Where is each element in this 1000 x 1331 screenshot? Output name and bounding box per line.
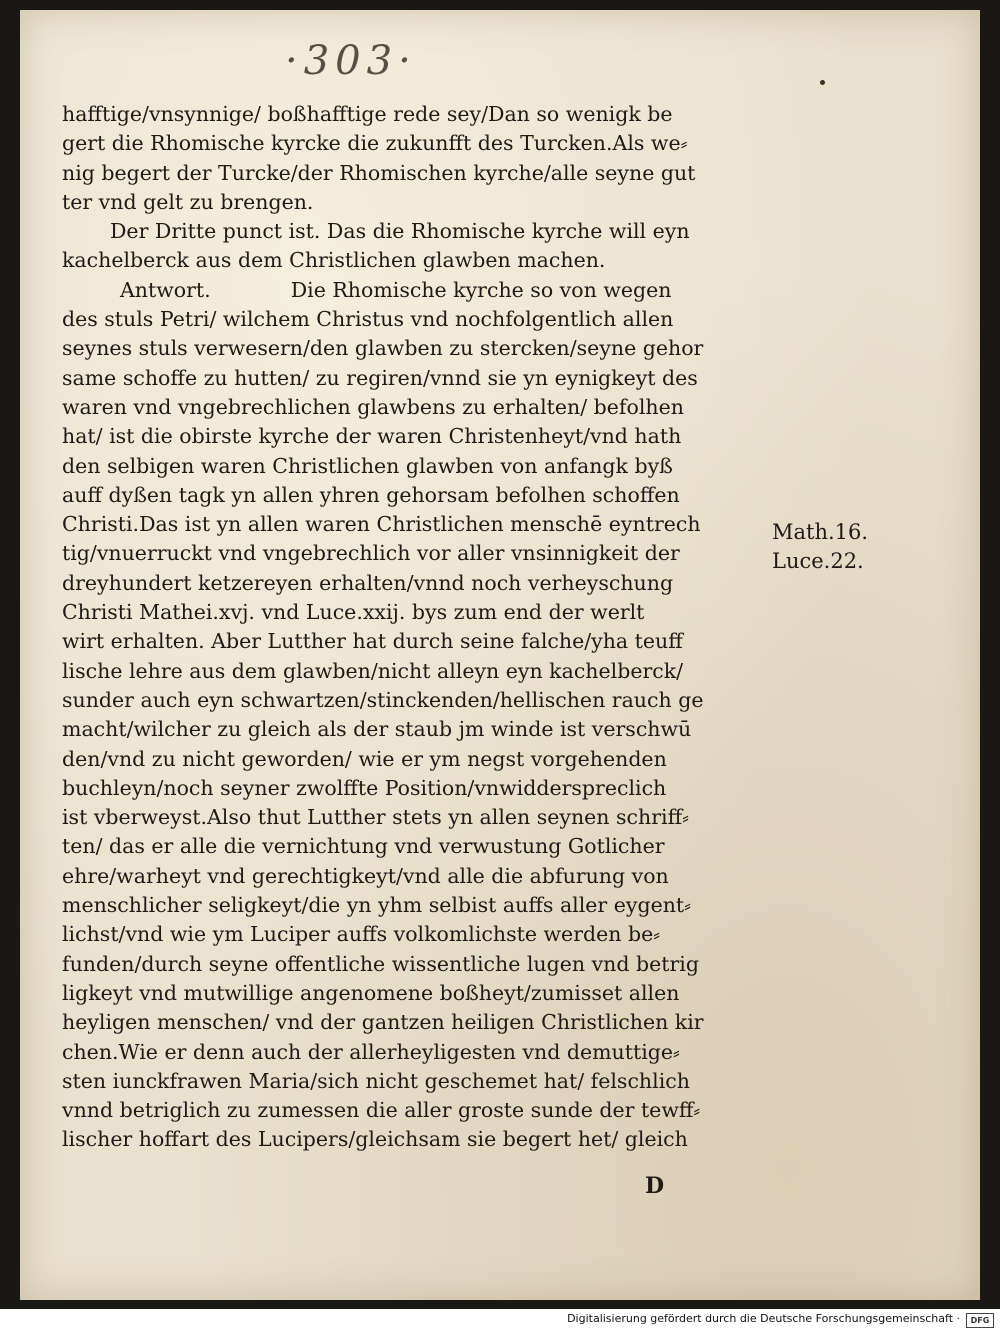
text-line: macht/wilcher zu gleich als der staub jm winde ist verschwū [62, 717, 692, 742]
text-line: gert die Rhomische kyrcke die zukunfft des Turcken.Als we⸗ [62, 131, 688, 156]
text-line: Christi Mathei.xvj. vnd Luce.xxij. bys zum end der werlt [62, 600, 645, 625]
margin-notes [772, 518, 868, 577]
text-line: sten iunckfrawen Maria/sich nicht geschemet hat/ felschlich [62, 1068, 690, 1093]
text-line: menschlicher seligkeyt/die yn yhm selbist auffs aller eygent⸗ [62, 893, 691, 918]
text-line: nig begert der Turcke/der Rhomischen kyrche/alle seyne gut [62, 160, 696, 185]
text-line: seynes stuls verwesern/den glawben zu stercken/seyne gehor [62, 336, 704, 361]
text-line: lichst/vnd wie ym Luciper auffs volkomlichste werden be⸗ [62, 922, 661, 947]
margin-note-luce: Luce.22. [772, 549, 864, 574]
text-line: sunder auch eyn schwartzen/stinckenden/hellischen rauch ge [62, 687, 704, 712]
text-line: waren vnd vngebrechlichen glawbens zu erhalten/ befolhen [62, 394, 684, 419]
text-line: ten/ das er alle die vernichtung vnd verwustung Gotlicher [62, 834, 665, 859]
text-line: Christi.Das ist yn allen waren Christlichen menschē eyntrech [62, 512, 701, 537]
body-text [62, 100, 762, 1155]
text-line: wirt erhalten. Aber Lutther hat durch seine falche/yha teuff [62, 629, 683, 654]
text-line: des stuls Petri/ wilchem Christus vnd nochfolgentlich allen [62, 307, 674, 332]
text-line: hafftige/vnsynnige/ boßhafftige rede sey/Dan so wenigk be [62, 102, 673, 126]
footer-bar [0, 1309, 1000, 1331]
text-line: Der Dritte punct ist. Das die Rhomische kyrche will eyn [110, 219, 690, 244]
text-line: lische lehre aus dem glawben/nicht alleyn eyn kachelberck/ [62, 658, 684, 683]
funding-credit: Digitalisierung gefördert durch die Deutsche Forschungsgemeinschaft · [567, 1312, 960, 1325]
text-line: hat/ ist die obirste kyrche der waren Christenheyt/vnd hath [62, 424, 682, 449]
book-page [20, 10, 980, 1300]
text-line: ter vnd gelt zu brengen. [62, 189, 314, 214]
text-line: den/vnd zu nicht geworden/ wie er ym negst vorgehenden [62, 746, 667, 771]
text-line: heyligen menschen/ vnd der gantzen heiligen Christlichen kir [62, 1010, 704, 1035]
page-number: ·303· [285, 38, 417, 84]
dfg-logo-icon: DFG [966, 1313, 994, 1328]
catchword: D [645, 1173, 665, 1199]
text-line: lischer hoffart des Lucipers/gleichsam sie begert het/ gleich [62, 1127, 688, 1152]
answer-label: Antwort. [120, 277, 211, 302]
text-line: ehre/warheyt vnd gerechtigkeyt/vnd alle die abfurung von [62, 863, 669, 888]
text-line: ligkeyt vnd mutwillige angenomene boßheyt/zumisset allen [62, 980, 680, 1005]
text-line: chen.Wie er denn auch der allerheyligesten vnd demuttige⸗ [62, 1039, 680, 1064]
text-line: kachelberck aus dem Christlichen glawben machen. [62, 248, 606, 273]
text-line: den selbigen waren Christlichen glawben von anfangk byß [62, 453, 673, 478]
text-line: tig/vnuerruckt vnd vngebrechlich vor aller vnsinnigkeit der [62, 541, 680, 566]
ink-speck [820, 80, 825, 85]
text-line: funden/durch seyne offentliche wissentliche lugen vnd betrig [62, 951, 699, 976]
text-line: ist vberweyst.Also thut Lutther stets yn allen seynen schriff⸗ [62, 805, 689, 830]
text-line: buchleyn/noch seyner zwolffte Position/vnwidderspreclich [62, 775, 667, 800]
text-line: dreyhundert ketzereyen erhalten/vnnd noch verheyschung [62, 570, 674, 595]
answer-line [62, 276, 762, 305]
margin-note-math: Math.16. [772, 520, 869, 544]
text-line: same schoffe zu hutten/ zu regiren/vnnd sie yn eynigkeyt des [62, 365, 698, 390]
text-line: Die Rhomische kyrche so von wegen [290, 277, 672, 302]
text-line: auff dyßen tagk yn allen yhren gehorsam befolhen schoffen [62, 482, 680, 507]
text-line: vnnd betriglich zu zumessen die aller groste sunde der tewff⸗ [62, 1098, 701, 1123]
